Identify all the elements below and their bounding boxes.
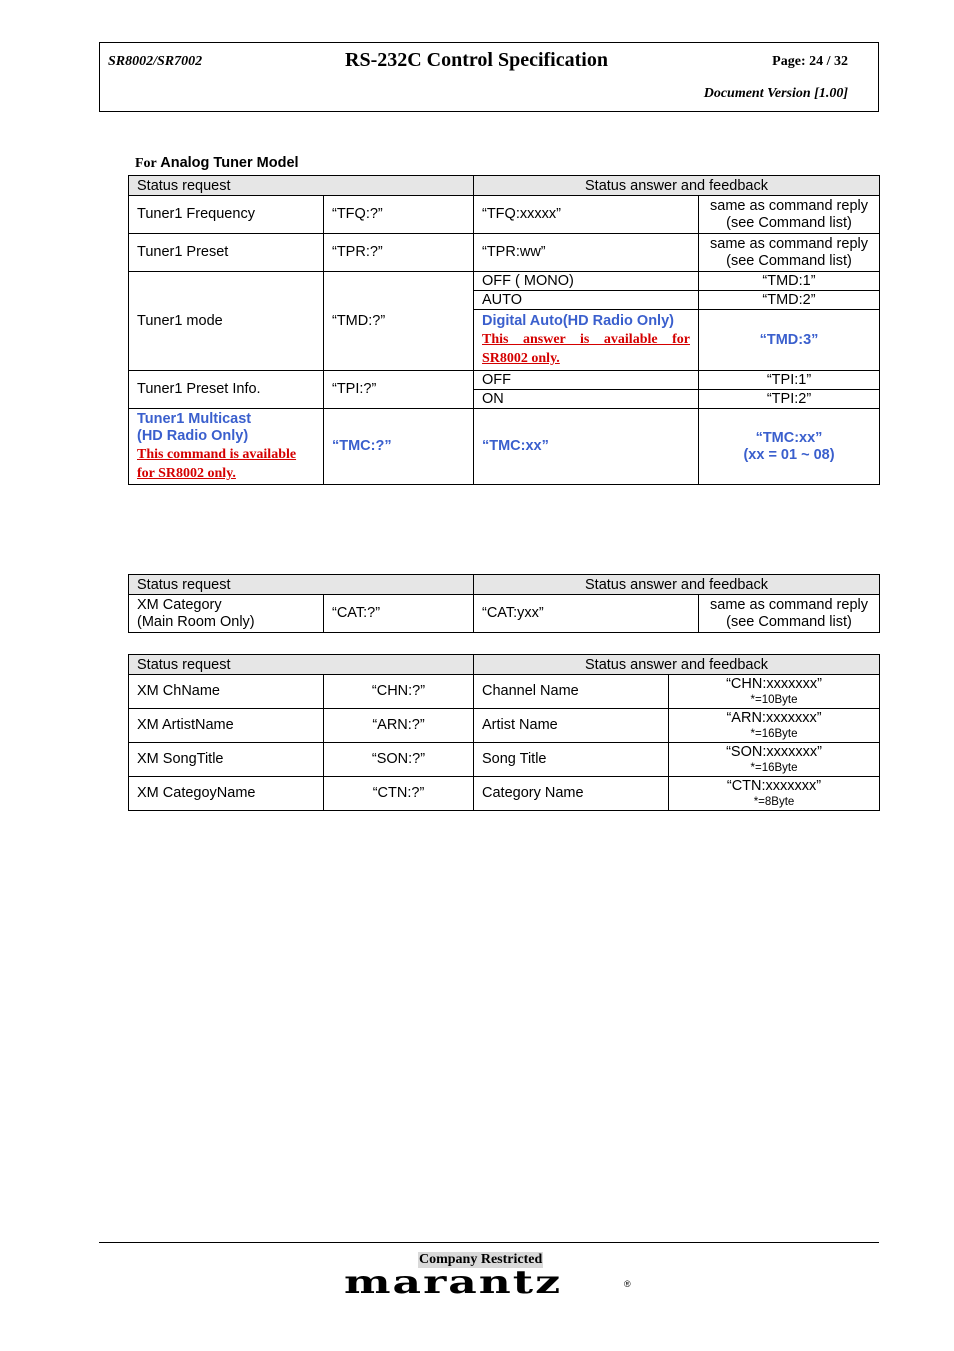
answer-value: “TMD:3” <box>699 310 880 371</box>
byte-size: *=8Byte <box>753 796 795 808</box>
document-version: Document Version [1.00] <box>703 86 848 101</box>
request-command: “TPR:?” <box>324 234 474 272</box>
answer-value: “TMC:xx” <box>474 409 699 485</box>
answer-value: “TFQ:xxxxx” <box>474 196 699 234</box>
answer-value: “TPR:ww” <box>474 234 699 272</box>
table-row <box>129 272 880 291</box>
xm-category-table <box>128 574 880 633</box>
answer-value: Category Name <box>474 777 669 811</box>
availability-note: This command is available for SR8002 only. <box>137 446 297 481</box>
table-header-row <box>129 655 880 675</box>
feedback-cell <box>669 675 880 709</box>
answer-option: ON <box>474 390 699 409</box>
feedback-line: “CHN:xxxxxxx” <box>726 676 822 692</box>
document-title: RS-232C Control Specification <box>345 49 608 71</box>
request-command: “TFQ:?” <box>324 196 474 234</box>
section-prefix: For <box>135 156 157 171</box>
table-row <box>129 409 880 485</box>
section-title <box>135 155 299 172</box>
answer-value: Channel Name <box>474 675 669 709</box>
header-status-answer: Status answer and feedback <box>474 575 880 595</box>
request-command: “CAT:?” <box>324 595 474 633</box>
answer-option: AUTO <box>474 291 699 310</box>
footer-divider <box>99 1242 879 1243</box>
request-command: “CTN:?” <box>324 777 474 811</box>
feedback-line: (see Command list) <box>726 252 852 269</box>
request-name: XM SongTitle <box>129 743 324 777</box>
feedback-line: same as command reply <box>710 197 868 214</box>
feedback-cell <box>669 777 880 811</box>
table-header-row <box>129 575 880 595</box>
answer-option: OFF ( MONO) <box>474 272 699 291</box>
request-name-line: (Main Room Only) <box>137 613 255 630</box>
table-row <box>129 196 880 234</box>
request-name: Tuner1 Preset Info. <box>129 371 324 409</box>
multicast-label: Tuner1 Multicast <box>137 410 252 427</box>
analog-tuner-table <box>128 175 880 485</box>
answer-value: “TMD:1” <box>699 272 880 291</box>
request-command: “ARN:?” <box>324 709 474 743</box>
marantz-logo: marantz <box>344 1264 563 1301</box>
request-name: XM ChName <box>129 675 324 709</box>
request-command: “SON:?” <box>324 743 474 777</box>
request-name <box>129 595 324 633</box>
byte-size: *=16Byte <box>750 728 798 740</box>
answer-option: OFF <box>474 371 699 390</box>
feedback-line: “CTN:xxxxxxx” <box>726 778 822 794</box>
feedback-cell <box>699 196 880 234</box>
byte-size: *=10Byte <box>750 694 798 706</box>
company-restricted-label: Company Restricted <box>419 1252 543 1267</box>
table-row <box>129 371 880 390</box>
page-header <box>99 42 879 112</box>
request-name: Tuner1 Frequency <box>129 196 324 234</box>
answer-value: “TPI:2” <box>699 390 880 409</box>
answer-value: Song Title <box>474 743 669 777</box>
table-row <box>129 777 880 811</box>
model-name: SR8002/SR7002 <box>108 54 203 69</box>
feedback-line: “SON:xxxxxxx” <box>726 744 822 760</box>
feedback-line: same as command reply <box>710 596 868 613</box>
table-row <box>129 709 880 743</box>
digital-auto-label: Digital Auto(HD Radio Only) <box>482 312 674 329</box>
feedback-cell <box>699 234 880 272</box>
table-header-row <box>129 176 880 196</box>
feedback-line: same as command reply <box>710 235 868 252</box>
request-command: “TMD:?” <box>324 272 474 371</box>
request-name: XM ArtistName <box>129 709 324 743</box>
request-name-multicast <box>129 409 324 485</box>
feedback-line: “TMC:xx” <box>755 429 823 446</box>
section-name: Analog Tuner Model <box>160 155 299 171</box>
table-row <box>129 743 880 777</box>
request-name: XM CategoyName <box>129 777 324 811</box>
feedback-line: (see Command list) <box>726 613 852 630</box>
header-status-request: Status request <box>129 655 474 675</box>
header-status-request: Status request <box>129 176 474 196</box>
request-name: Tuner1 Preset <box>129 234 324 272</box>
request-command: “TMC:?” <box>324 409 474 485</box>
header-status-answer: Status answer and feedback <box>474 655 880 675</box>
table-row <box>129 234 880 272</box>
request-name-line: XM Category <box>137 596 222 613</box>
answer-value: Artist Name <box>474 709 669 743</box>
byte-size: *=16Byte <box>750 762 798 774</box>
page-number: Page: 24 / 32 <box>772 54 848 69</box>
table-row <box>129 675 880 709</box>
feedback-cell <box>699 409 880 485</box>
answer-option-digital <box>474 310 699 371</box>
feedback-line: (see Command list) <box>726 214 852 231</box>
answer-value: “TMD:2” <box>699 291 880 310</box>
request-command: “TPI:?” <box>324 371 474 409</box>
answer-value: “CAT:yxx” <box>474 595 699 633</box>
xm-text-table <box>128 654 880 811</box>
header-status-answer: Status answer and feedback <box>474 176 880 196</box>
table-row <box>129 595 880 633</box>
request-command: “CHN:?” <box>324 675 474 709</box>
multicast-sublabel: (HD Radio Only) <box>137 427 249 444</box>
feedback-line: “ARN:xxxxxxx” <box>726 710 822 726</box>
feedback-cell <box>669 709 880 743</box>
feedback-cell <box>669 743 880 777</box>
feedback-cell <box>699 595 880 633</box>
registered-mark: ® <box>624 1279 631 1289</box>
feedback-line: (xx = 01 ~ 08) <box>743 446 835 463</box>
header-status-request: Status request <box>129 575 474 595</box>
availability-note: This answer is available for SR8002 only. <box>482 331 690 366</box>
answer-value: “TPI:1” <box>699 371 880 390</box>
request-name: Tuner1 mode <box>129 272 324 371</box>
